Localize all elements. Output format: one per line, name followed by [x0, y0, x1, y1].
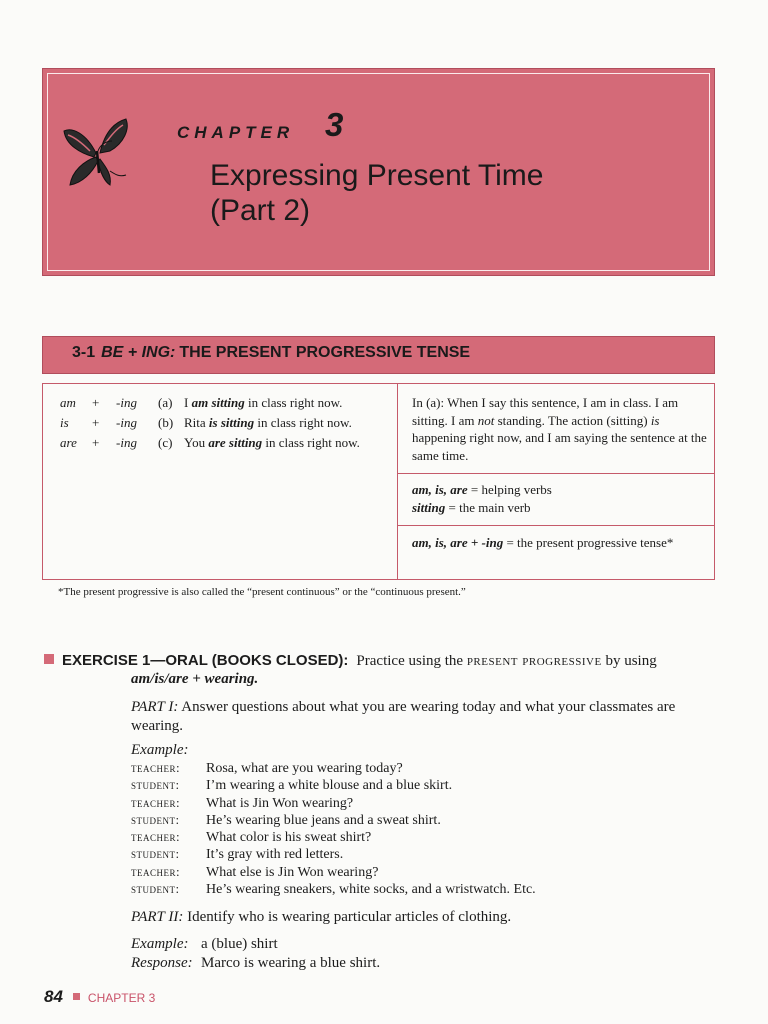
explanation-term: sitting: [412, 499, 446, 515]
speaker: student:: [131, 881, 180, 897]
form-sentence: [184, 415, 352, 431]
dialogue-text: What else is Jin Won wearing?: [206, 864, 379, 880]
chart-divider-horizontal: [397, 525, 715, 526]
speaker: student:: [131, 846, 180, 862]
form-ing: -ing: [116, 415, 137, 430]
speaker: student:: [131, 811, 180, 827]
dialogue-text: I’m wearing a white blouse and a blue skirt.: [206, 778, 453, 794]
explanation-3: [412, 534, 708, 552]
form-row: [60, 395, 342, 415]
footnote: *The present progressive is also called the “present continuous” or the “continuous present.”: [58, 586, 466, 598]
sentence-post: in class right now.: [244, 395, 343, 410]
exercise-heading: [44, 652, 657, 670]
chapter-number: 3: [325, 106, 344, 143]
dialogue-line: [131, 864, 536, 881]
chart-divider-vertical: [397, 383, 398, 580]
form-plus: +: [92, 415, 100, 430]
dialogue-text: He’s wearing blue jeans and a sweat shirt.: [206, 812, 441, 828]
chapter-label: CHAPTER: [177, 123, 295, 142]
bullet-square-icon: [44, 654, 54, 664]
chapter-title-line1: Expressing Present Time: [210, 159, 544, 192]
explanation-text: = the present progressive tense*: [503, 535, 674, 550]
explanation-1: [412, 394, 708, 464]
form-plus: +: [92, 395, 100, 410]
sentence-pre: You: [184, 435, 209, 450]
part-text: Answer questions about what you are wearing today and what your classmates are wearing.: [131, 699, 676, 734]
dialogue-text: Rosa, what are you wearing today?: [206, 761, 403, 776]
response-row: [131, 955, 380, 972]
part1-instructions: [131, 698, 711, 736]
explanation-line: [412, 499, 708, 517]
dialogue-line: [131, 881, 536, 898]
footer-chapter: CHAPTER 3: [87, 991, 156, 1005]
sentence-pre: Rita: [184, 415, 209, 430]
example-dialogue: [131, 760, 536, 898]
form-plus: +: [92, 435, 100, 450]
response-label: Response:: [131, 955, 193, 971]
chart-divider-horizontal: [397, 473, 715, 474]
exercise-intro: Practice using the: [356, 653, 467, 669]
explanation-text: In (a): When I say this sentence, I am in class. I am sitting. I am: [412, 395, 679, 428]
explanation-emphasis: not: [477, 412, 495, 428]
example-heading: [131, 741, 711, 760]
exercise-intro-end: by using: [601, 653, 657, 669]
example-text: a (blue) shirt: [201, 936, 278, 952]
chapter-title: [210, 158, 690, 228]
section-title: [72, 344, 470, 362]
dialogue-line: [131, 777, 536, 794]
explanation-2: [412, 481, 708, 516]
dialogue-line: [131, 829, 536, 846]
example-label: Example:: [131, 936, 189, 952]
sentence-post: in class right now.: [254, 415, 352, 430]
dialogue-text: He’s wearing sneakers, white socks, and a wristwatch. Etc.: [206, 882, 536, 898]
explanation-line: [412, 481, 708, 499]
dialogue-line: [131, 795, 536, 812]
section-be-ing: BE + ING:: [101, 344, 176, 361]
dialogue-text: What color is his sweat shirt?: [206, 830, 372, 846]
dialogue-text: What is Jin Won wearing?: [206, 795, 354, 811]
form-row: [60, 415, 352, 435]
part-text: Identify who is wearing particular articles of clothing.: [183, 909, 512, 925]
part2-instructions: [131, 908, 711, 927]
response-text: Marco is wearing a blue shirt.: [201, 955, 381, 971]
speaker: teacher:: [131, 829, 181, 845]
explanation-text: standing. The action (sitting): [494, 412, 651, 428]
form-ing: -ing: [116, 395, 137, 410]
dialogue-line: [131, 812, 536, 829]
speaker: teacher:: [131, 794, 181, 810]
footer-square-icon: [73, 993, 80, 1000]
dialogue-line: [131, 760, 536, 777]
explanation-term: am, is, are + -ing: [412, 535, 504, 550]
speaker: teacher:: [131, 760, 181, 775]
form-verb: am: [60, 395, 76, 410]
exercise-term: present progressive: [466, 653, 602, 669]
form-verb: is: [60, 415, 69, 430]
form-letter: (c): [158, 435, 173, 450]
speaker: student:: [131, 777, 180, 793]
form-sentence: [184, 435, 360, 451]
explanation-text: = helping verbs: [467, 482, 552, 497]
form-row: [60, 435, 360, 455]
explanation-term: am, is, are: [412, 482, 468, 497]
example-label: Example:: [131, 742, 189, 758]
sentence-verb: are sitting: [208, 435, 263, 450]
sentence-verb: am sitting: [191, 395, 245, 410]
form-sentence: [184, 395, 342, 411]
sentence-pre: I: [184, 395, 192, 410]
exercise-label: EXERCISE 1—ORAL (BOOKS CLOSED):: [62, 652, 349, 669]
sentence-post: in class right now.: [262, 435, 360, 450]
speaker: teacher:: [131, 863, 181, 879]
form-verb: are: [60, 435, 77, 450]
explanation-emphasis: is: [650, 412, 660, 428]
section-title-text: THE PRESENT PROGRESSIVE TENSE: [179, 344, 471, 361]
form-letter: (b): [158, 415, 174, 430]
exercise-form: am/is/are + wearing.: [131, 671, 259, 687]
explanation-text: happening right now, and I am saying the sentence at the same time.: [412, 430, 707, 463]
form-letter: (a): [158, 395, 173, 410]
form-ing: -ing: [116, 435, 137, 450]
page-number: 84: [44, 987, 63, 1006]
example-row: [131, 936, 278, 953]
sentence-verb: is sitting: [208, 415, 255, 430]
butterfly-icon: [60, 115, 132, 190]
page-footer: [44, 987, 155, 1007]
explanation-text: = the main verb: [445, 499, 531, 515]
section-number: 3-1: [72, 344, 96, 361]
part-label: PART I:: [131, 699, 179, 715]
chapter-title-line2: (Part 2): [210, 194, 311, 227]
part-label: PART II:: [131, 909, 184, 925]
dialogue-text: It’s gray with red letters.: [206, 847, 344, 863]
dialogue-line: [131, 846, 536, 863]
